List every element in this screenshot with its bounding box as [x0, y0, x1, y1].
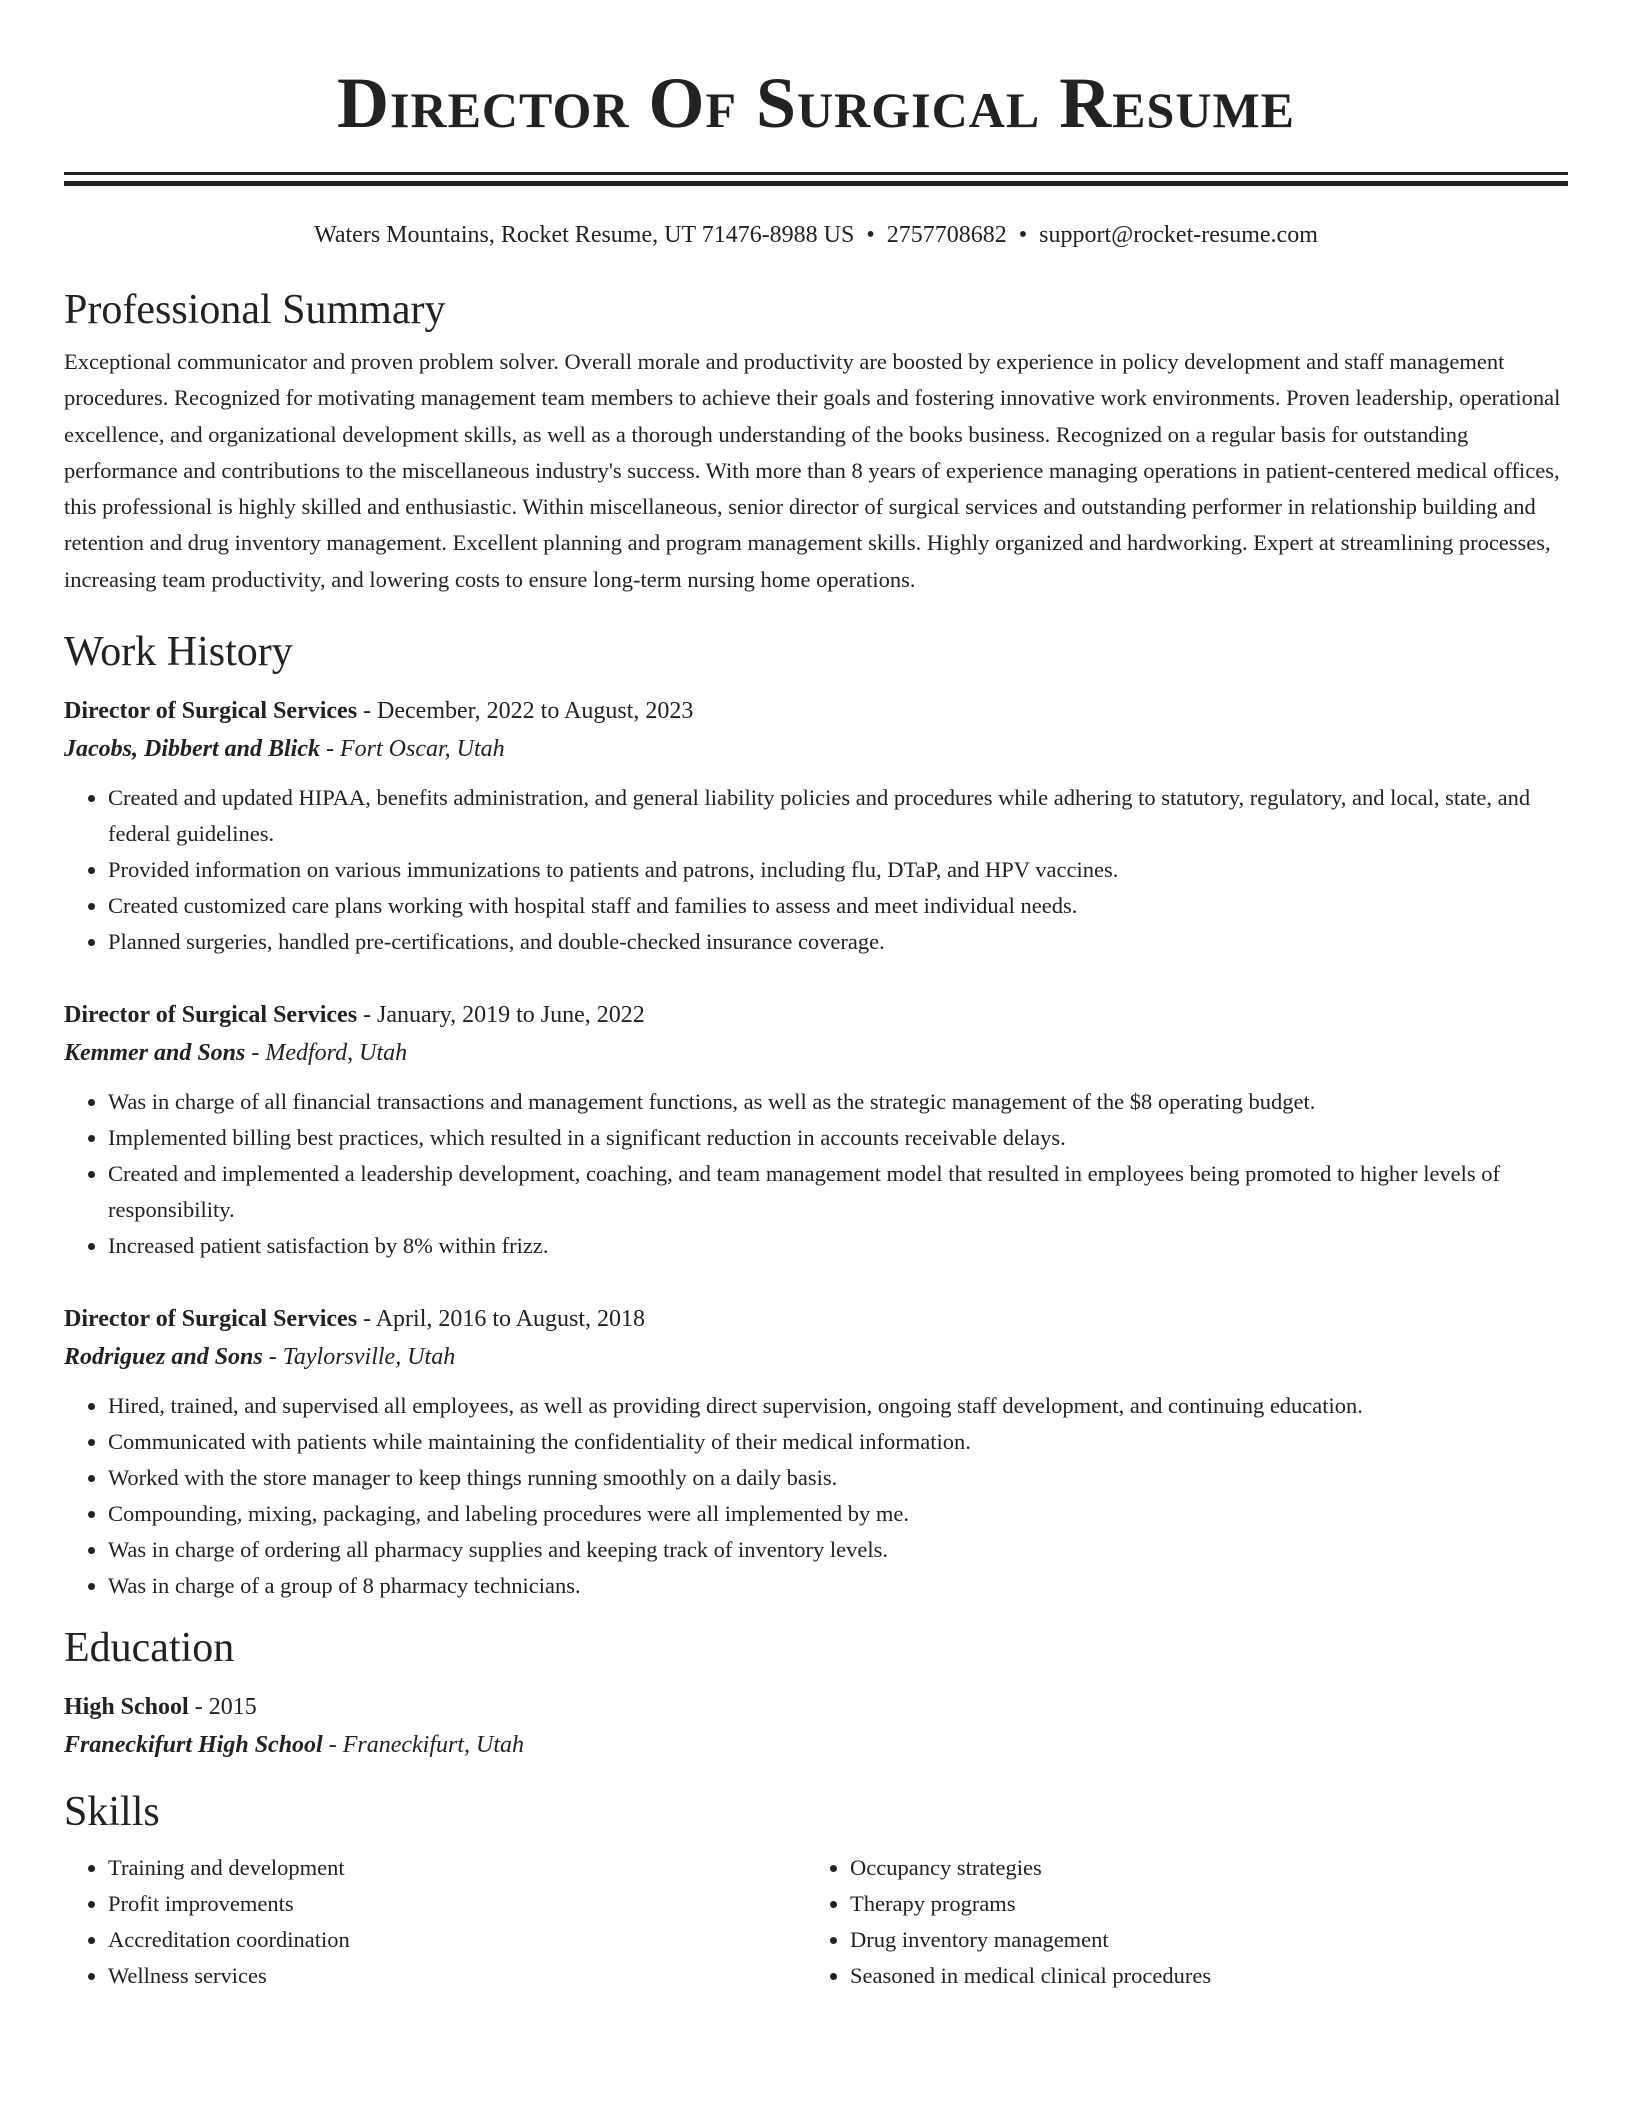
- skill-item: • Seasoned in medical clinical procedures: [850, 1958, 1548, 1994]
- job-bullet: • Compounding, mixing, packaging, and labeling procedures were all implemented by me.: [108, 1496, 1568, 1532]
- skills-heading: Skills: [64, 1789, 160, 1836]
- job-entry: [64, 996, 1568, 1264]
- summary-heading: Professional Summary: [64, 287, 446, 333]
- job-bullet: • Was in charge of ordering all pharmacy supplies and keeping track of inventory levels.: [108, 1532, 1568, 1568]
- job-bullet: • Was in charge of a group of 8 pharmacy technicians.: [108, 1568, 1568, 1604]
- job-title-line: [64, 996, 1568, 1034]
- education-year: - 2015: [188, 1694, 257, 1721]
- skill-item: • Therapy programs: [850, 1886, 1548, 1922]
- skill-item: • Training and development: [108, 1850, 806, 1886]
- job-bullet: • Hired, trained, and supervised all employees, as well as providing direct supervision, ongoing staff development, and continuing education.: [108, 1388, 1568, 1424]
- job-dates: - December, 2022 to August, 2023: [357, 698, 694, 725]
- contact-address: Waters Mountains, Rocket Resume, UT 71476-8988 US: [314, 222, 855, 248]
- job-bullet: • Increased patient satisfaction by 8% within frizz.: [108, 1228, 1568, 1264]
- skill-item: • Drug inventory management: [850, 1922, 1548, 1958]
- contact-phone: 2757708682: [886, 222, 1007, 248]
- education-school-line: [64, 1726, 1568, 1764]
- job-company: Kemmer and Sons: [64, 1040, 246, 1067]
- job-role: Director of Surgical Services: [64, 698, 358, 725]
- job-bullet: • Created and updated HIPAA, benefits administration, and general liability policies and procedures while adhering to statutory, regulatory, and local, state, and federal guidelines.: [108, 780, 1568, 852]
- job-bullet: • Was in charge of all financial transactions and management functions, as well as the strategic management of the $8 operating budget.: [108, 1084, 1568, 1120]
- job-bullet: • Created and implemented a leadership development, coaching, and team management model that resulted in employees being promoted to higher levels of responsibility.: [108, 1156, 1568, 1228]
- job-entry: [64, 692, 1568, 960]
- resume-title: Director Of Surgical Resume: [337, 63, 1295, 143]
- job-role: Director of Surgical Services: [64, 1306, 358, 1333]
- education-heading: Education: [64, 1625, 235, 1672]
- job-bullet: • Worked with the store manager to keep things running smoothly on a daily basis.: [108, 1460, 1568, 1496]
- skill-item: • Accreditation coordination: [108, 1922, 806, 1958]
- job-bullet: • Communicated with patients while maintaining the confidentiality of their medical information.: [108, 1424, 1568, 1460]
- skills-columns: [64, 1850, 1568, 1994]
- job-bullet: • Implemented billing best practices, which resulted in a significant reduction in accounts receivable delays.: [108, 1120, 1568, 1156]
- skill-item: • Wellness services: [108, 1958, 806, 1994]
- education-entry: [64, 1688, 1568, 1764]
- education-location: - Franeckifurt, Utah: [322, 1732, 525, 1759]
- job-role: Director of Surgical Services: [64, 1002, 358, 1029]
- job-location: - Fort Oscar, Utah: [320, 736, 505, 763]
- job-bullet: • Provided information on various immunizations to patients and patrons, including flu, DTaP, and HPV vaccines.: [108, 852, 1568, 888]
- job-company-line: [64, 1338, 1568, 1376]
- job-bullet: • Planned surgeries, handled pre-certifications, and double-checked insurance coverage.: [108, 924, 1568, 960]
- contact-separator: •: [866, 222, 875, 248]
- job-company: Rodriguez and Sons: [64, 1344, 263, 1371]
- job-bullet: • Created customized care plans working with hospital staff and families to assess and meet individual needs.: [108, 888, 1568, 924]
- title-divider-bottom: [64, 181, 1568, 186]
- skills-left-list: [64, 1850, 806, 1994]
- job-dates: - January, 2019 to June, 2022: [357, 1002, 645, 1029]
- job-bullets: [64, 780, 1568, 960]
- job-location: - Medford, Utah: [245, 1040, 408, 1067]
- job-location: - Taylorsville, Utah: [262, 1344, 456, 1371]
- work-history-heading: Work History: [64, 629, 293, 676]
- contact-email: support@rocket-resume.com: [1039, 222, 1318, 248]
- job-dates: - April, 2016 to August, 2018: [357, 1306, 646, 1333]
- job-company-line: [64, 730, 1568, 768]
- job-company: Jacobs, Dibbert and Blick: [64, 736, 320, 763]
- job-title-line: [64, 692, 1568, 730]
- contact-line: [64, 220, 1568, 250]
- education-degree-line: [64, 1688, 1568, 1726]
- title-divider-top: [64, 172, 1568, 175]
- contact-separator: •: [1018, 222, 1028, 248]
- skill-item: • Occupancy strategies: [850, 1850, 1548, 1886]
- skill-item: • Profit improvements: [108, 1886, 806, 1922]
- job-bullets: [64, 1084, 1568, 1264]
- education-degree: High School: [64, 1694, 189, 1721]
- job-title-line: [64, 1300, 1568, 1338]
- education-school: Franeckifurt High School: [64, 1732, 323, 1759]
- job-company-line: [64, 1034, 1568, 1072]
- summary-text: Exceptional communicator and proven problem solver. Overall morale and productivity are boosted by experience in policy development and staff management procedures. Recognized for motivating management team members to achieve their goals and fostering innovative work environments. Proven leadership, operational excellence, and organizational development skills, as well as a thorough understanding of the books business. Recognized on a regular basis for outstanding performance and contributions to the miscellaneous industry's success. With more than 8 years of experience managing operations in patient-centered medical offices, this professional is highly skilled and enthusiastic. Within miscellaneous, senior director of surgical services and outstanding performer in relationship building and retention and drug inventory management. Excellent planning and program management skills. Highly organized and hardworking. Expert at streamlining processes, increasing team productivity, and lowering costs to ensure long-term nursing home operations.: [64, 349, 1561, 592]
- job-entry: [64, 1300, 1568, 1604]
- skills-right-list: [806, 1850, 1548, 1994]
- job-bullets: [64, 1388, 1568, 1604]
